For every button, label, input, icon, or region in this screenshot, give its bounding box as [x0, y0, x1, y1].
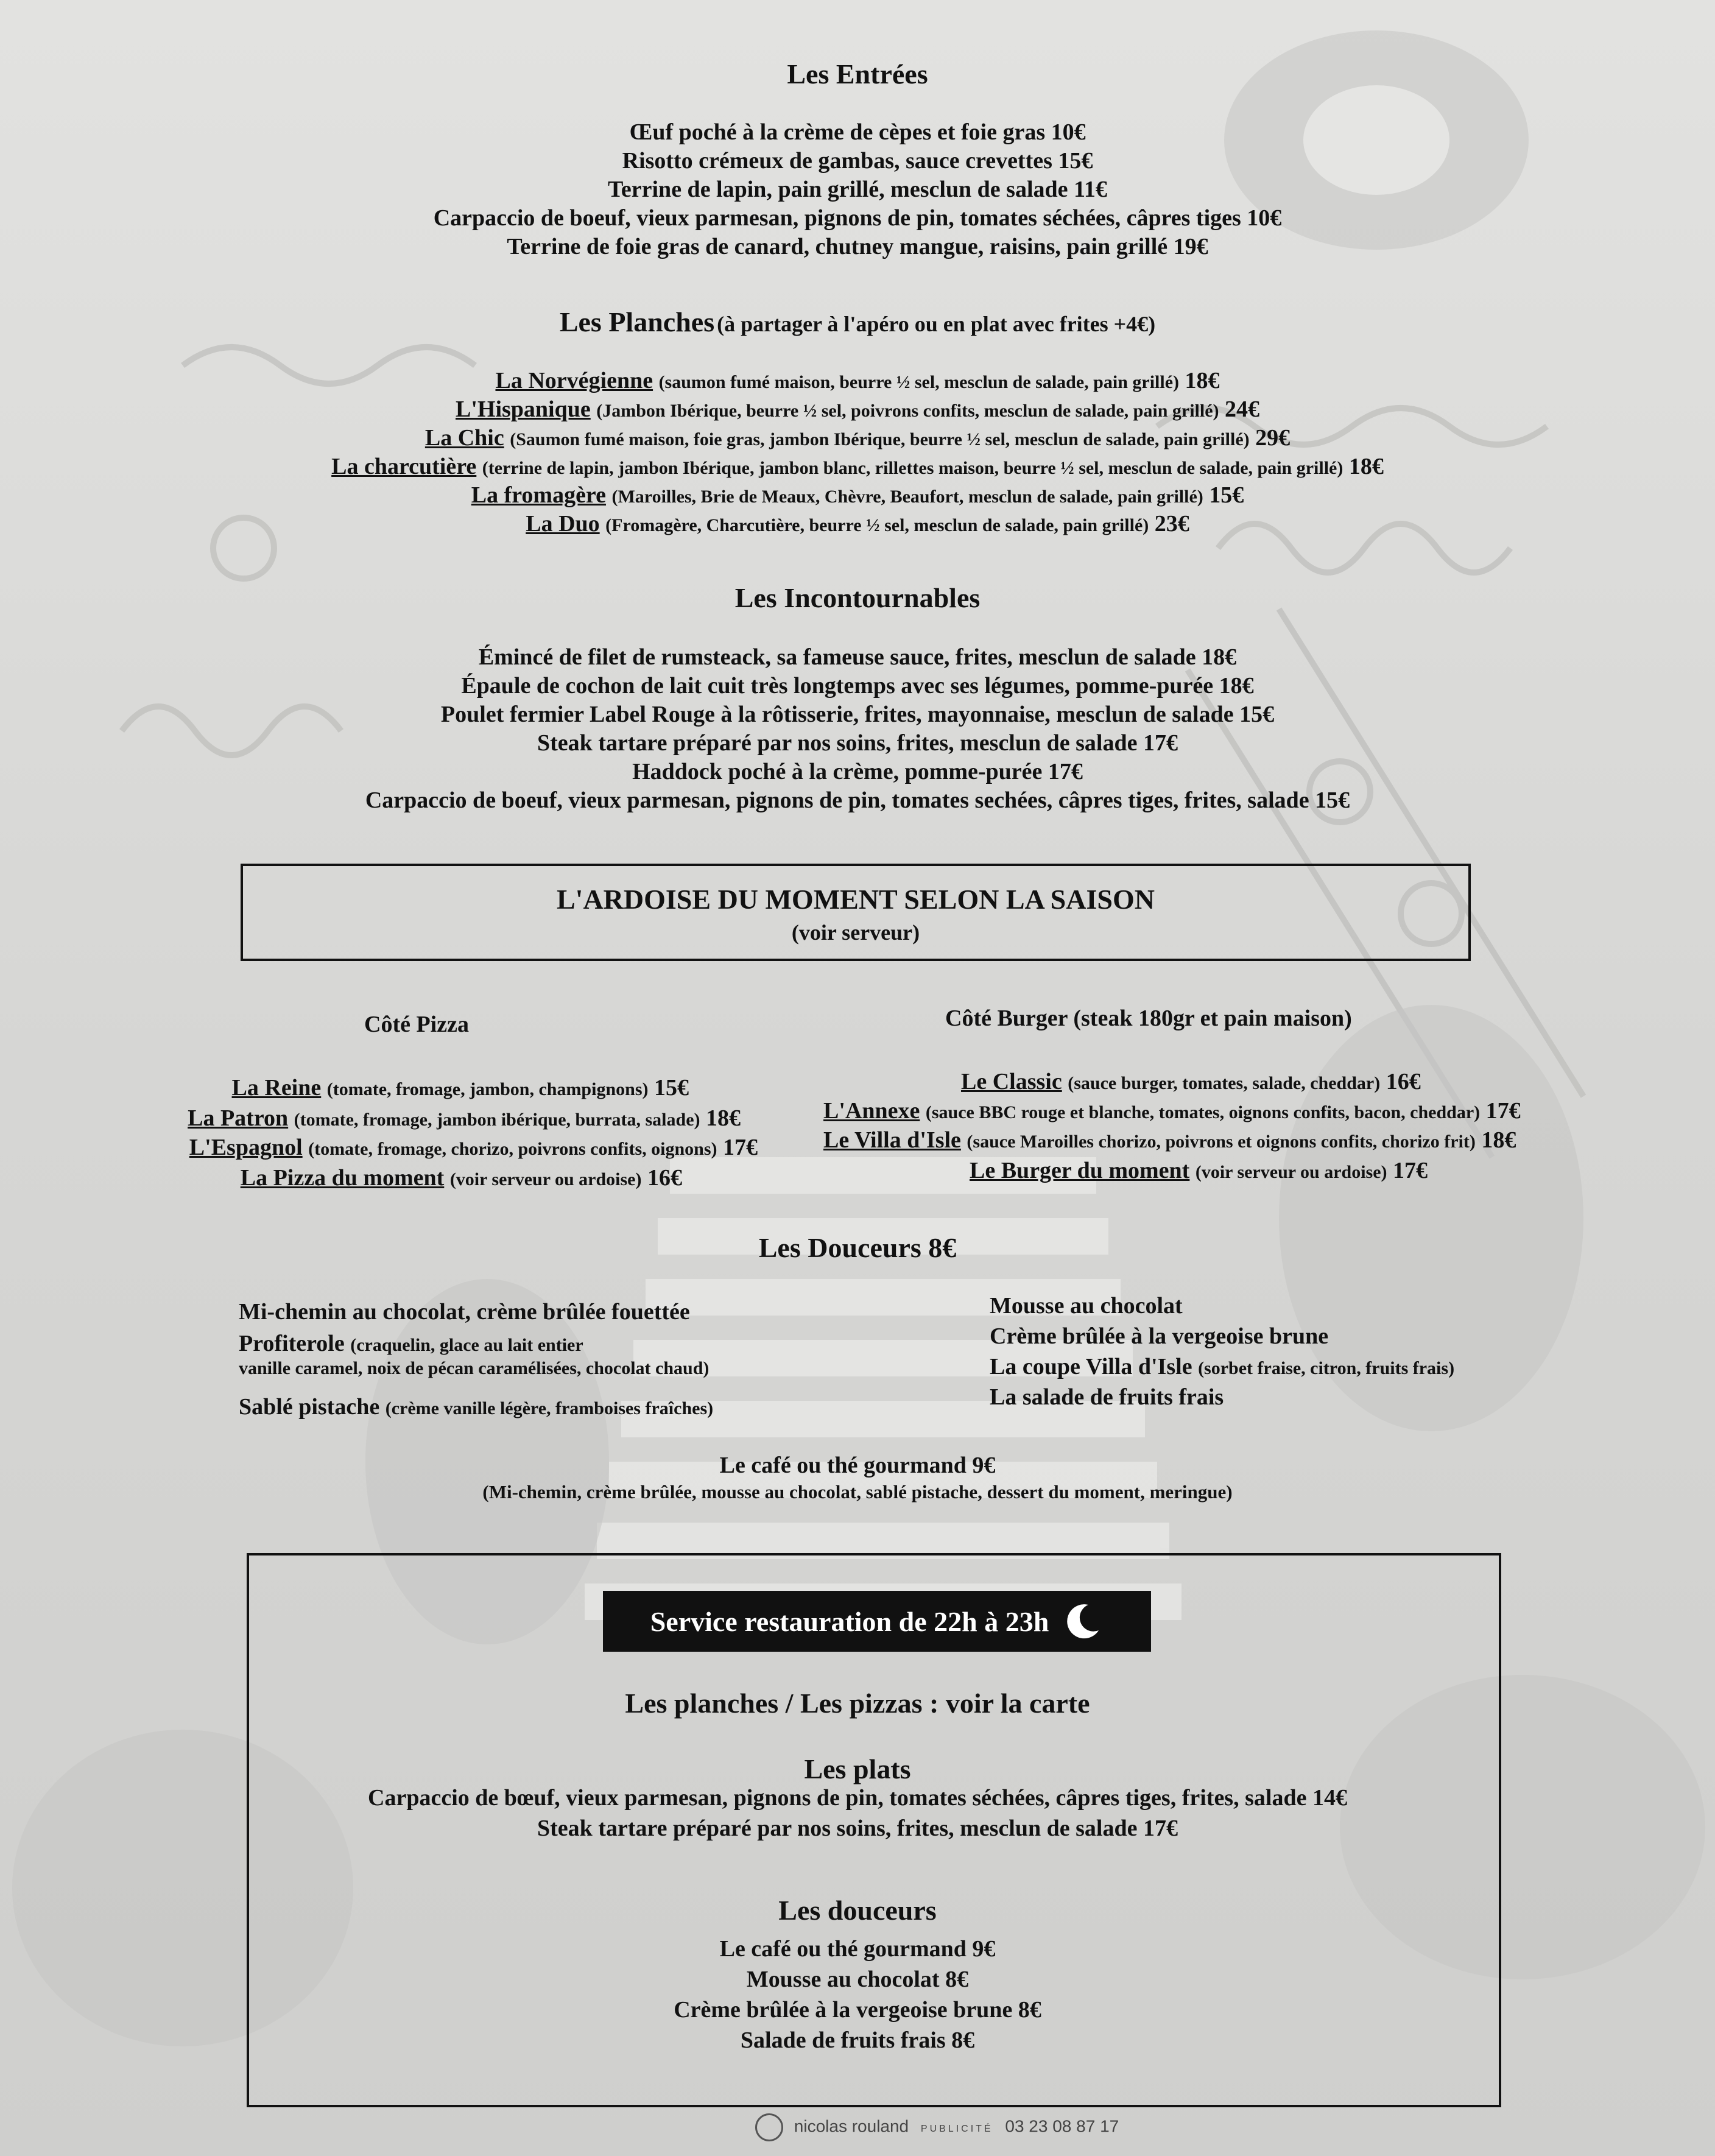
- section-title-planches: Les Planches (à partager à l'apéro ou en plat avec frites +4€): [559, 306, 1156, 337]
- planche-item: La Norvégienne (saumon fumé maison, beurre ½ sel, mesclun de salade, pain grillé) 18€: [495, 368, 1220, 393]
- section-title-douceurs: Les Douceurs 8€: [758, 1232, 957, 1263]
- entree-item: Terrine de lapin, pain grillé, mesclun de salade 11€: [608, 177, 1107, 202]
- planche-item: La Chic (Saumon fumé maison, foie gras, jambon Ibérique, beurre ½ sel, mesclun de salade, pain grillé) 29€: [424, 425, 1291, 451]
- incontournable-item: Poulet fermier Label Rouge à la rôtisserie, frites, mayonnaise, mesclun de salade 15€: [440, 702, 1275, 727]
- late-plats-title: Les plats: [804, 1753, 911, 1784]
- dessert-item: Mousse au chocolat: [990, 1293, 1183, 1319]
- late-plat-item: Steak tartare préparé par nos soins, frites, mesclun de salade 17€: [537, 1816, 1178, 1841]
- planche-item: La charcutière (terrine de lapin, jambon Ibérique, jambon blanc, rillettes maison, beurre ½ sel, mesclun de salade, pain grillé) 18€: [331, 454, 1384, 479]
- late-dessert-item: Mousse au chocolat 8€: [746, 1967, 969, 1992]
- late-dessert-item: Crème brûlée à la vergeoise brune 8€: [674, 1997, 1041, 2023]
- dessert-item: Crème brûlée à la vergeoise brune: [990, 1323, 1329, 1349]
- pizza-item: La Pizza du moment (voir serveur ou ardoise) 16€: [240, 1165, 682, 1191]
- burger-item: L'Annexe (sauce BBC rouge et blanche, tomates, oignons confits, bacon, cheddar) 17€: [823, 1098, 1521, 1124]
- late-planches-pizzas: Les planches / Les pizzas : voir la carte: [625, 1688, 1090, 1719]
- incontournable-item: Carpaccio de boeuf, vieux parmesan, pignons de pin, tomates sechées, câpres tiges, frites, salade 15€: [365, 787, 1350, 813]
- dessert-item: La salade de fruits frais: [990, 1384, 1224, 1410]
- dessert-item: Profiterole (craquelin, glace au lait entier: [239, 1331, 583, 1356]
- cafe-gourmand-desc: (Mi-chemin, crème brûlée, mousse au chocolat, sablé pistache, dessert du moment, meringue): [482, 1481, 1233, 1503]
- printer-logo-icon: [755, 2113, 783, 2141]
- planche-item: La fromagère (Maroilles, Brie de Meaux, Chèvre, Beaufort, mesclun de salade, pain grillé) 15€: [471, 482, 1244, 508]
- dessert-item: Sablé pistache (crème vanille légère, framboises fraîches): [239, 1394, 714, 1420]
- incontournable-item: Émincé de filet de rumsteack, sa fameuse sauce, frites, mesclun de salade 18€: [478, 644, 1237, 670]
- entree-item: Carpaccio de boeuf, vieux parmesan, pignons de pin, tomates séchées, câpres tiges 10€: [433, 205, 1282, 231]
- incontournable-item: Haddock poché à la crème, pomme-purée 17€: [632, 759, 1083, 784]
- dessert-item-detail: vanille caramel, noix de pécan caramélisées, chocolat chaud): [239, 1358, 710, 1378]
- section-title-incontournables: Les Incontournables: [734, 582, 981, 613]
- late-service-banner: Service restauration de 22h à 23h: [603, 1591, 1151, 1652]
- burger-item: Le Burger du moment (voir serveur ou ardoise) 17€: [970, 1158, 1428, 1183]
- entree-item: Risotto crémeux de gambas, sauce crevettes 15€: [622, 148, 1093, 174]
- dessert-item: Mi-chemin au chocolat, crème brûlée fouettée: [239, 1299, 690, 1325]
- cafe-gourmand: Le café ou thé gourmand 9€: [719, 1453, 996, 1478]
- planches-subtitle: (à partager à l'apéro ou en plat avec frites +4€): [717, 312, 1156, 336]
- planche-item: La Duo (Fromagère, Charcutière, beurre ½ sel, mesclun de salade, pain grillé) 23€: [526, 511, 1189, 537]
- dessert-item: La coupe Villa d'Isle (sorbet fraise, citron, fruits frais): [990, 1354, 1455, 1379]
- late-dessert-item: Le café ou thé gourmand 9€: [719, 1936, 996, 1962]
- pizza-item: La Reine (tomate, fromage, jambon, champignons) 15€: [231, 1075, 689, 1101]
- section-title-pizza: Côté Pizza: [364, 1012, 469, 1037]
- ardoise-note: (voir serveur): [791, 920, 920, 945]
- burger-item: Le Villa d'Isle (sauce Maroilles chorizo, poivrons et oignons confits, chorizo frit) 18€: [823, 1127, 1516, 1153]
- late-dessert-item: Salade de fruits frais 8€: [740, 2027, 975, 2053]
- moon-icon: [1061, 1600, 1104, 1643]
- pizza-item: L'Espagnol (tomate, fromage, chorizo, poivrons confits, oignons) 17€: [189, 1135, 758, 1160]
- late-plat-item: Carpaccio de bœuf, vieux parmesan, pignons de pin, tomates séchées, câpres tiges, frites, salade 14€: [368, 1785, 1347, 1811]
- pizza-item: La Patron (tomate, fromage, jambon ibérique, burrata, salade) 18€: [188, 1105, 741, 1131]
- ardoise-title: L'ARDOISE DU MOMENT SELON LA SAISON: [557, 884, 1155, 915]
- entree-item: Œuf poché à la crème de cèpes et foie gras 10€: [629, 119, 1086, 145]
- entree-item: Terrine de foie gras de canard, chutney mangue, raisins, pain grillé 19€: [507, 234, 1208, 259]
- incontournable-item: Épaule de cochon de lait cuit très longtemps avec ses légumes, pomme-purée 18€: [461, 673, 1254, 699]
- printer-credit: nicolas rouland PUBLICITÉ 03 23 08 87 17: [755, 2113, 1119, 2141]
- burger-item: Le Classic (sauce burger, tomates, salade, cheddar) 16€: [961, 1069, 1421, 1094]
- ardoise-box: [241, 864, 1471, 961]
- late-douceurs-title: Les douceurs: [778, 1895, 937, 1926]
- section-title-entrees: Les Entrées: [787, 58, 928, 90]
- incontournable-item: Steak tartare préparé par nos soins, frites, mesclun de salade 17€: [537, 730, 1178, 756]
- section-title-burger: Côté Burger (steak 180gr et pain maison): [945, 1006, 1352, 1031]
- planche-item: L'Hispanique (Jambon Ibérique, beurre ½ sel, poivrons confits, mesclun de salade, pain grillé) 24€: [455, 396, 1260, 422]
